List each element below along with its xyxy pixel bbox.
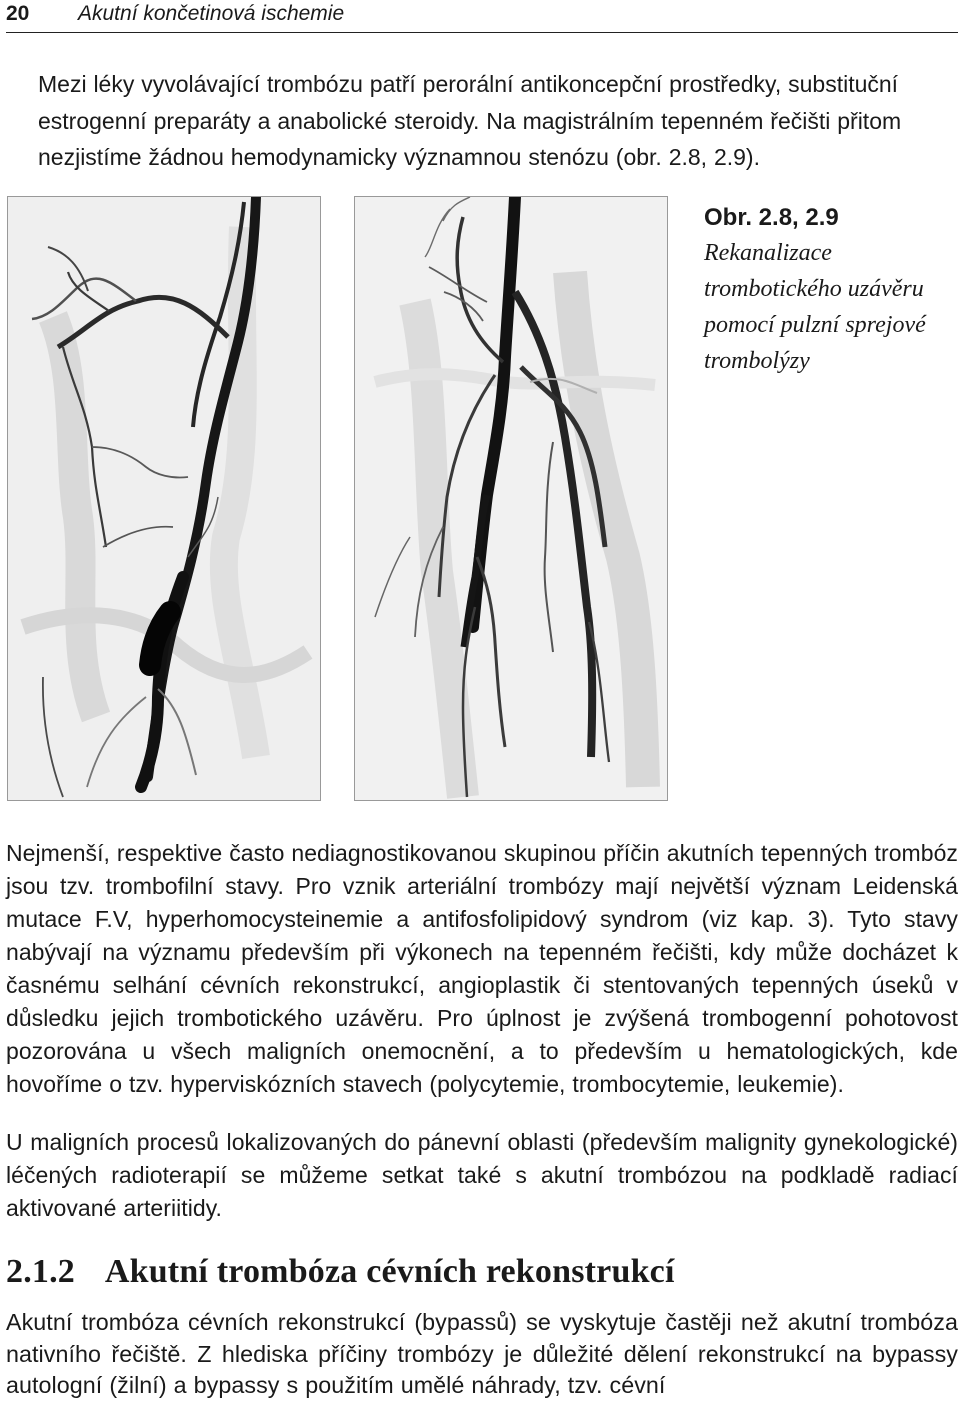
angiogram-before-illustration (8, 197, 320, 800)
section-number: 2.1.2 (6, 1253, 75, 1290)
section-heading (6, 1250, 675, 1294)
angiogram-after-image (354, 196, 668, 801)
intro-paragraph: Mezi léky vyvolávající trombózu patří perorální antikoncepční prostředky, substituční estrogenní preparáty a anabolické steroidy. Na magistrálním tepenném řečišti přitom nezjistíme žádnou hemodynamicky významnou stenózu (obr. 2.8, 2.9). (38, 71, 902, 170)
figure-label: Obr. 2.8, 2.9 (704, 204, 839, 231)
angiogram-before-image (7, 196, 321, 801)
figure-caption-text: Rekanalizace trombotického uzávěru pomocí pulzní sprejové trombolýzy (704, 240, 926, 374)
section-title: Akutní trombóza cévních rekonstrukcí (104, 1253, 675, 1290)
malignancy-paragraph: U maligních procesů lokalizovaných do pánevní oblasti (především malignity gynekologické) léčených radioterapií se můžeme setkat také s akutní trombózou na podkladě radiací aktivované arteriitidy. (6, 1129, 958, 1221)
page-number: 20 (6, 2, 30, 25)
running-title: Akutní končetinová ischemie (78, 2, 345, 25)
thrombophilia-paragraph: Nejmenší, respektive často nediagnostikovanou skupinou příčin akutních tepenných trombóz jsou tzv. trombofilní stavy. Pro vznik arteriální trombózy mají největší význam Leidenská mutace F.V, hyperhomocysteinemie a antifosfolipidový syndrom (viz kap. 3). Tyto stavy nabývají na významu především při výkonech na tepenném řečišti, kdy může docházet k časnému selhání cévních rekonstrukcí, angioplastik či stentovaných tepenných úseků v důsledku jejich trombotického uzávěru. Pro úplnost je zvýšená trombogenní pohotovost pozorována u všech maligních onemocnění, a to především u hematologických, kde hovoříme o tzv. hyperviskózních stavech (polycytemie, trombocytemie, leukemie). (6, 840, 958, 1097)
bypass-paragraph: Akutní trombóza cévních rekonstrukcí (bypassů) se vyskytuje častěji než akutní trombóza nativního řečiště. Z hlediska příčiny trombózy je důležité dělení rekonstrukcí na bypassy autologní (žilní) a bypassy s použitím umělé náhrady, tzv. cévní (6, 1309, 958, 1398)
page-header (6, 0, 958, 33)
figure-caption (704, 200, 940, 379)
angiogram-after-illustration (355, 197, 667, 800)
